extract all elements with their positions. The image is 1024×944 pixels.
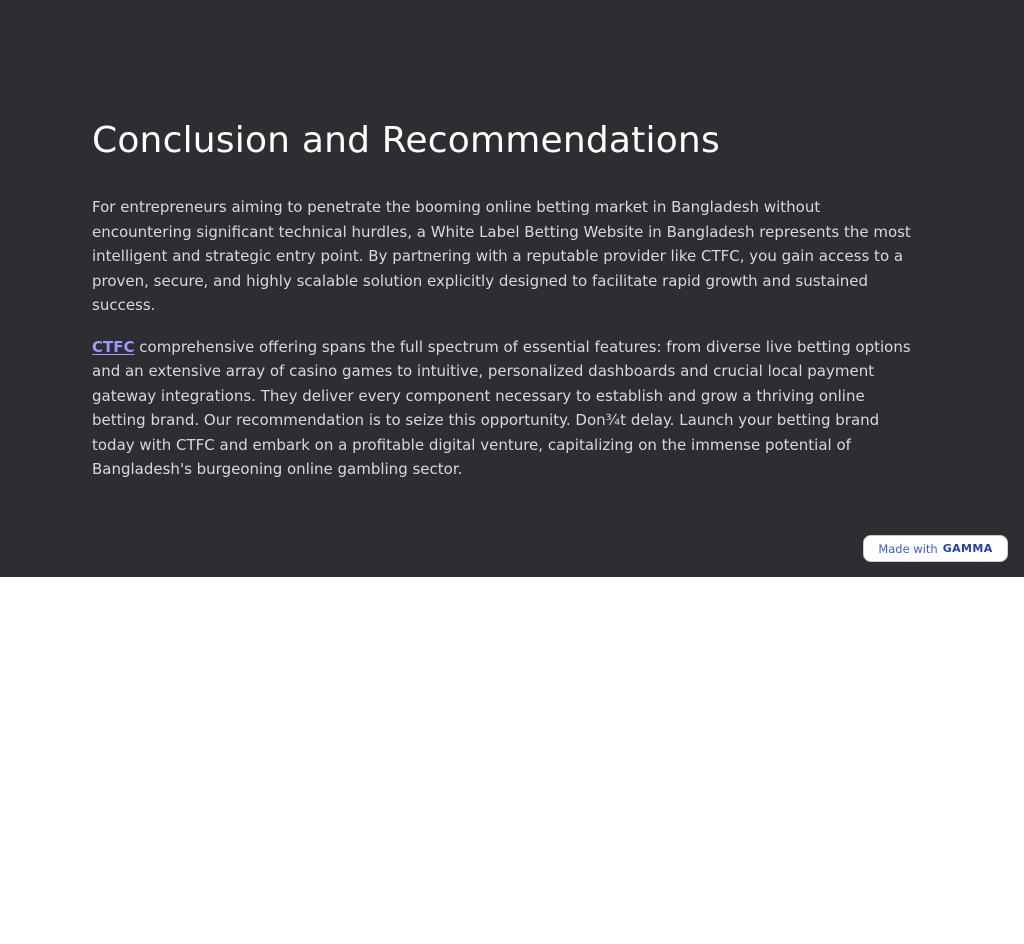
paragraph-offering — [92, 335, 922, 482]
made-with-gamma-badge[interactable] — [863, 535, 1008, 562]
ctfc-link[interactable]: CTFC — [92, 337, 135, 356]
paragraph-offering-text: comprehensive offering spans the full spectrum of essential features: from diverse live betting options and an extensive array of casino games to intuitive, personalized dashboards and crucial local payment gateway integrations. They deliver every component necessary to establish and grow a thriving online betting brand. Our recommendation is to seize this opportunity. Don¾t delay. Launch your betting brand today with CTFC and embark on a profitable digital venture, capitalizing on the immense potential of Bangladesh's burgeoning online gambling sector. — [92, 337, 911, 478]
slide-title: Conclusion and Recommendations — [92, 120, 720, 161]
gamma-logo: GAMMA — [942, 542, 993, 555]
badge-label: Made with — [878, 541, 938, 556]
paragraph-intro: For entrepreneurs aiming to penetrate the booming online betting market in Bangladesh without encountering significant technical hurdles, a White Label Betting Website in Bangladesh represents the most intelligent and strategic entry point. By partnering with a reputable provider like CTFC, you gain access to a proven, secure, and highly scalable solution explicitly designed to facilitate rapid growth and sustained success. — [92, 198, 911, 314]
slide-content — [92, 118, 922, 482]
